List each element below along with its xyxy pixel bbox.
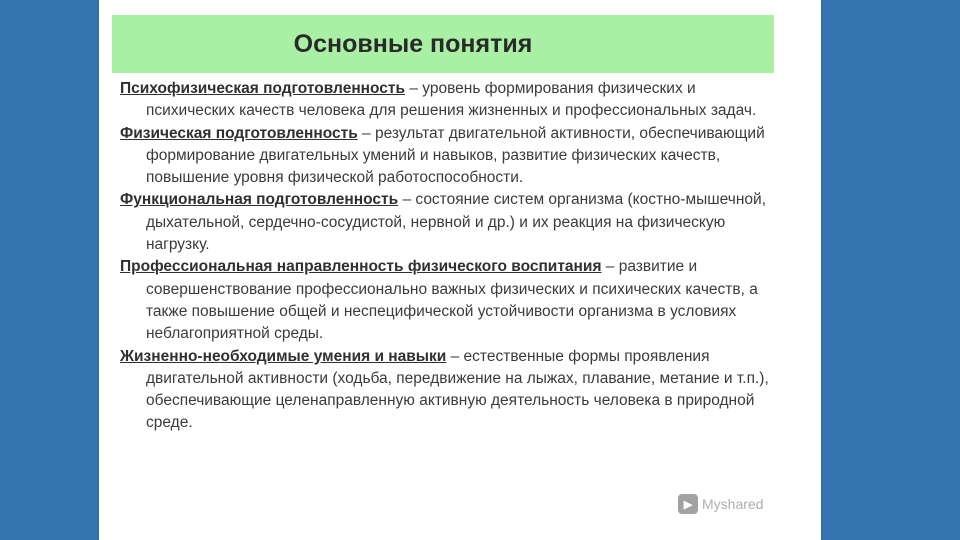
- definition-text: – уровень формирования физических и психических качеств человека для решения жизненных и профессиональных задач.: [146, 80, 757, 120]
- presentation-logo-icon: ▶: [678, 494, 698, 514]
- definition-text: – состояние систем организма (костно-мышечной, дыхательной, сердечно-сосудистой, нервной и др.) и их реакция на физическую нагрузку.: [146, 191, 767, 254]
- definition-text: – результат двигательной активности, обеспечивающий формирование двигательных умений и навыков, развитие физических качеств, повышение уровня физической работоспособности.: [146, 124, 765, 187]
- definition-term: Жизненно-необходимые умения и навыки: [120, 347, 447, 365]
- definition-text: – развитие и совершенствование профессионально важных физических и психических качеств, а также повышение общей и неспецифической устойчивости организма в условиях неблагоприятной среды.: [146, 258, 758, 343]
- slide-title: Основные понятия: [293, 29, 533, 58]
- definition-entry: [120, 256, 780, 345]
- definition-entry: [120, 78, 780, 123]
- definition-entry: [120, 123, 780, 190]
- definition-text: – естественные формы проявления двигательной активности (ходьба, передвижение на лыжах, плавание, метание и т.п.), обеспечивающие целенаправленную активную деятельность человека в природной среде.: [146, 347, 769, 432]
- definition-term: Психофизическая подготовленность: [120, 80, 406, 97]
- definition-term: Физическая подготовленность: [120, 124, 358, 142]
- watermark: [678, 494, 763, 514]
- definition-entry: [120, 346, 780, 435]
- watermark-text: Myshared: [702, 496, 764, 512]
- definition-term: Функциональная подготовленность: [120, 191, 399, 209]
- definition-entry: [120, 189, 780, 256]
- definitions-list: [120, 78, 780, 435]
- title-band: [112, 15, 774, 73]
- definition-term: Профессиональная направленность физического воспитания: [120, 258, 602, 276]
